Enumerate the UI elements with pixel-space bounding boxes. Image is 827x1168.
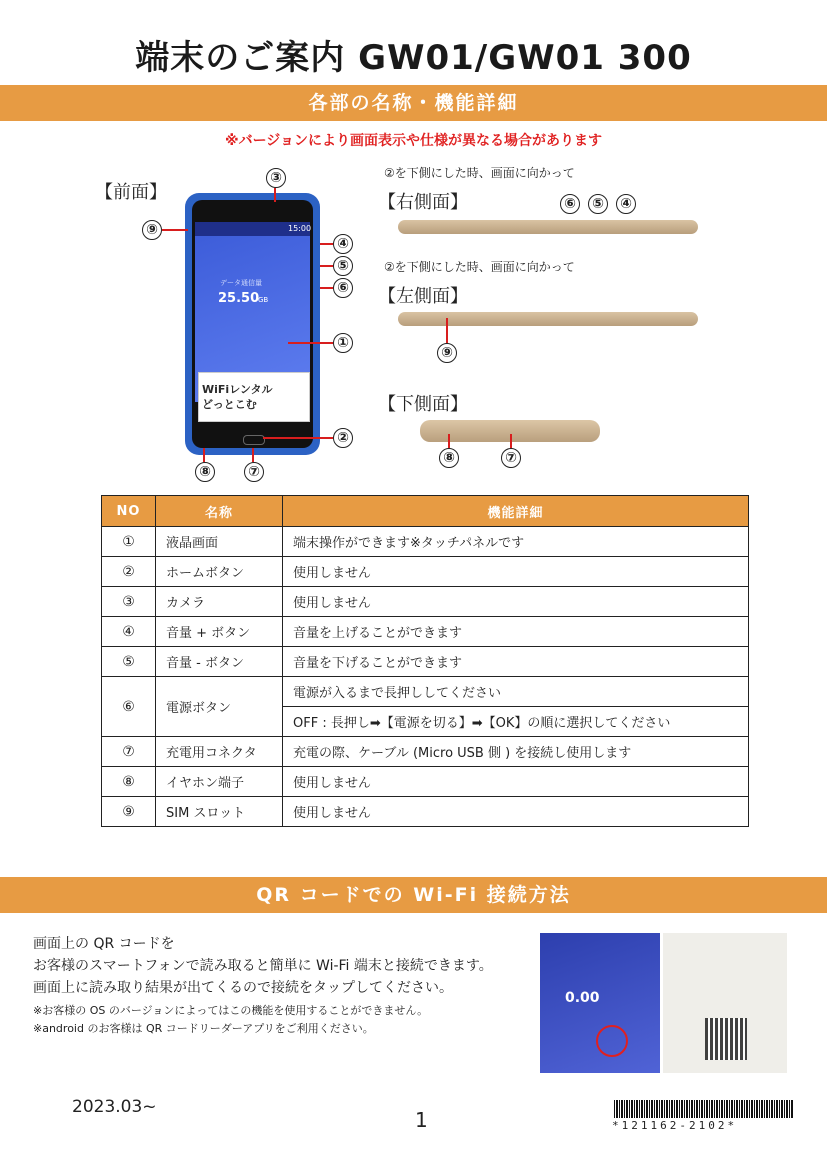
qr-code-icon bbox=[705, 1018, 747, 1060]
callout-5-front: ⑤ bbox=[333, 256, 353, 276]
callout-3: ③ bbox=[266, 168, 286, 188]
leader-2 bbox=[263, 437, 333, 439]
row-no: ⑦ bbox=[102, 737, 156, 767]
table-row bbox=[102, 617, 749, 647]
barcode-number: *121162-2102* bbox=[612, 1119, 738, 1132]
left-side-bar bbox=[398, 312, 698, 326]
row-detail: 使用しません bbox=[283, 797, 749, 827]
row-name: カメラ bbox=[156, 587, 283, 617]
banner-line2: どっとこむ bbox=[202, 398, 257, 411]
table-row bbox=[102, 587, 749, 617]
callout-8-bottom: ⑧ bbox=[439, 448, 459, 468]
leader-8-front bbox=[203, 448, 205, 462]
section-header-qr: QR コードでの Wi-Fi 接続方法 bbox=[0, 877, 827, 913]
table-row bbox=[102, 527, 749, 557]
table-row bbox=[102, 557, 749, 587]
qr-line-2: お客様のスマートフォンで読み取ると簡単に Wi-Fi 端末と接続できます。 bbox=[33, 958, 493, 974]
callout-8-front: ⑧ bbox=[195, 462, 215, 482]
row-no: ④ bbox=[102, 617, 156, 647]
leader-5-front bbox=[320, 265, 333, 267]
right-side-label: 【右側面】 bbox=[378, 192, 468, 213]
callout-9-front: ⑨ bbox=[142, 220, 162, 240]
row-no: ⑤ bbox=[102, 647, 156, 677]
row-detail: 端末操作ができます※タッチパネルです bbox=[283, 527, 749, 557]
callout-4-front: ④ bbox=[333, 234, 353, 254]
row-name: 充電用コネクタ bbox=[156, 737, 283, 767]
left-side-note: ②を下側にした時、画面に向かって bbox=[384, 260, 575, 274]
leader-7-bottom bbox=[510, 434, 512, 448]
qr-highlight-circle bbox=[596, 1025, 628, 1057]
version-warning: ※バージョンにより画面表示や仕様が異なる場合があります bbox=[224, 133, 603, 149]
qr-note-1: ※お客様の OS のバージョンによってはこの機能を使用することができません。 bbox=[33, 1004, 429, 1017]
leader-9-front bbox=[162, 229, 188, 231]
qr-line-3: 画面上に読み取り結果が出てくるので接続をタップしてください。 bbox=[33, 980, 453, 996]
banner-line1: WiFiレンタル bbox=[202, 383, 273, 396]
screen-time: 15:00 bbox=[288, 224, 312, 233]
leader-8-bottom bbox=[448, 434, 450, 448]
leader-6-front bbox=[320, 287, 333, 289]
callout-9-left: ⑨ bbox=[437, 343, 457, 363]
qr-screen-value: 0.00 bbox=[565, 990, 600, 1006]
leader-7-front bbox=[252, 448, 254, 462]
callout-7-bottom: ⑦ bbox=[501, 448, 521, 468]
qr-instructions bbox=[33, 933, 493, 999]
row-name: SIM スロット bbox=[156, 797, 283, 827]
row-no: ① bbox=[102, 527, 156, 557]
screen-data-value: 25.50 bbox=[218, 291, 260, 306]
table-row bbox=[102, 737, 749, 767]
callout-6-right: ⑥ bbox=[560, 194, 580, 214]
row-detail: 電源が入るまで長押ししてください bbox=[283, 677, 749, 707]
footer-date: 2023.03~ bbox=[72, 1097, 157, 1117]
table-header-row bbox=[102, 496, 749, 527]
header-no: NO bbox=[102, 496, 156, 527]
row-detail: 音量を下げることができます bbox=[283, 647, 749, 677]
row-detail: 使用しません bbox=[283, 767, 749, 797]
row-detail: 充電の際、ケーブル (Micro USB 側 ) を接続し使用します bbox=[283, 737, 749, 767]
row-no: ⑨ bbox=[102, 797, 156, 827]
callout-7-front: ⑦ bbox=[244, 462, 264, 482]
spec-table bbox=[101, 495, 749, 827]
front-label: 【前面】 bbox=[95, 182, 167, 203]
table-row bbox=[102, 767, 749, 797]
row-detail-2: OFF : 長押し➡【電源を切る】➡【OK】の順に選択してください bbox=[283, 707, 749, 737]
row-name: 音量 - ボタン bbox=[156, 647, 283, 677]
header-name: 名称 bbox=[156, 496, 283, 527]
callout-1: ① bbox=[333, 333, 353, 353]
callout-4-right: ④ bbox=[616, 194, 636, 214]
table-row bbox=[102, 797, 749, 827]
row-name: ホームボタン bbox=[156, 557, 283, 587]
row-name: 液晶画面 bbox=[156, 527, 283, 557]
leader-9-left bbox=[446, 318, 448, 344]
row-no: ⑧ bbox=[102, 767, 156, 797]
callout-2: ② bbox=[333, 428, 353, 448]
qr-notes bbox=[33, 1002, 428, 1038]
page-number: 1 bbox=[415, 1108, 428, 1132]
qr-note-2: ※android のお客様は QR コードリーダーアプリをご利用ください。 bbox=[33, 1022, 374, 1035]
header-detail: 機能詳細 bbox=[283, 496, 749, 527]
row-no: ② bbox=[102, 557, 156, 587]
leader-3 bbox=[274, 188, 276, 202]
right-side-note: ②を下側にした時、画面に向かって bbox=[384, 166, 575, 180]
row-detail: 使用しません bbox=[283, 587, 749, 617]
row-detail: 使用しません bbox=[283, 557, 749, 587]
left-side-label: 【左側面】 bbox=[378, 286, 468, 307]
leader-1 bbox=[288, 342, 333, 344]
row-name: 音量 + ボタン bbox=[156, 617, 283, 647]
leader-4-front bbox=[320, 243, 333, 245]
row-no: ⑥ bbox=[102, 677, 156, 737]
row-detail: 音量を上げることができます bbox=[283, 617, 749, 647]
screen-data-unit: GB bbox=[258, 296, 269, 304]
table-row bbox=[102, 647, 749, 677]
home-button-shape bbox=[243, 435, 265, 445]
section-header-parts: 各部の名称・機能詳細 bbox=[0, 85, 827, 121]
row-name: イヤホン端子 bbox=[156, 767, 283, 797]
row-no: ③ bbox=[102, 587, 156, 617]
right-side-bar bbox=[398, 220, 698, 234]
barcode-icon bbox=[614, 1100, 794, 1118]
table-row bbox=[102, 677, 749, 707]
callout-5-right: ⑤ bbox=[588, 194, 608, 214]
page-title: 端末のご案内 GW01/GW01 300 bbox=[135, 38, 692, 78]
bottom-side-label: 【下側面】 bbox=[378, 394, 468, 415]
qr-line-1: 画面上の QR コードを bbox=[33, 936, 175, 952]
callout-6-front: ⑥ bbox=[333, 278, 353, 298]
row-name: 電源ボタン bbox=[156, 677, 283, 737]
screen-data-label: データ通信量 bbox=[220, 279, 262, 287]
